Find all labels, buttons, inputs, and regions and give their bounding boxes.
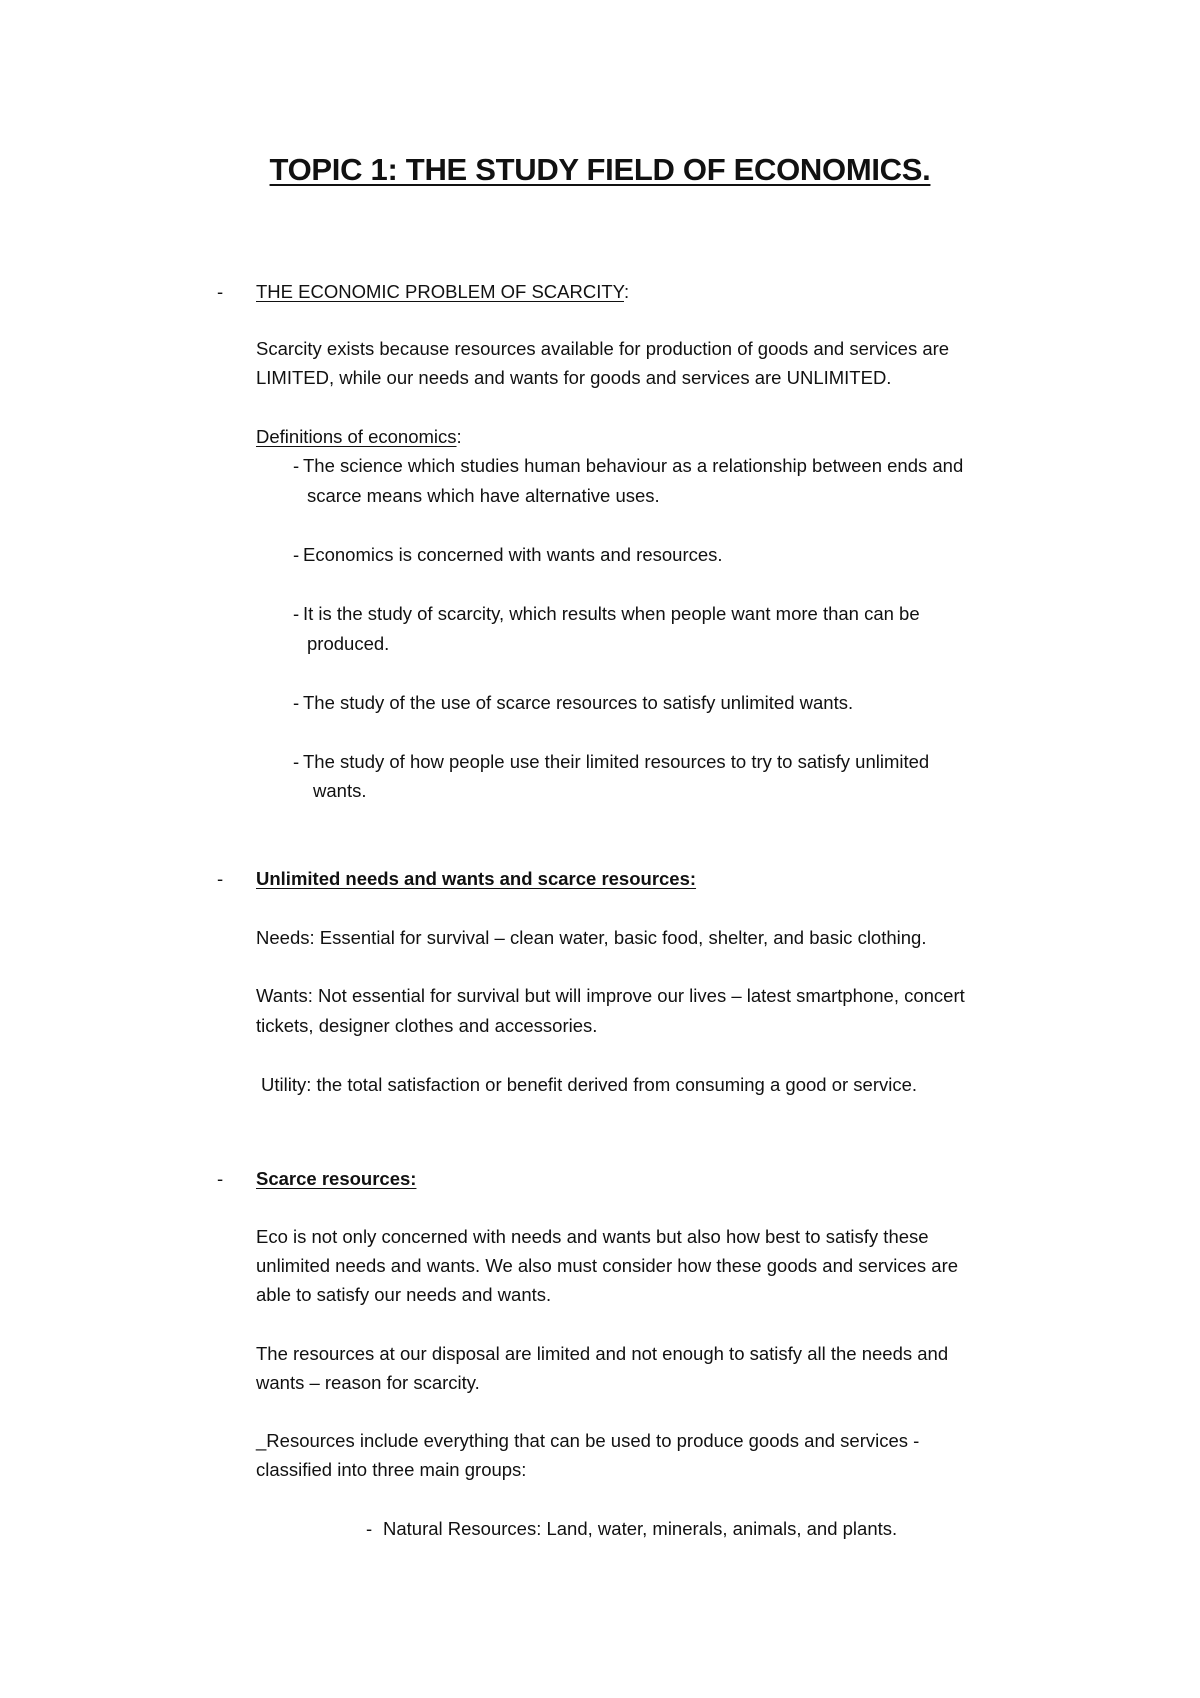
- section-heading-scarcity: [256, 280, 629, 304]
- paragraph-line: _Resources include everything that can be used to produce goods and services -: [256, 1430, 920, 1451]
- paragraph-line: able to satisfy our needs and wants.: [256, 1284, 552, 1305]
- bullet-dash: -: [217, 1168, 224, 1189]
- definition-item: The study of how people use their limited resources to try to satisfy unlimited: [303, 751, 930, 772]
- definition-dash: -: [293, 751, 300, 772]
- paragraph-line: classified into three main groups:: [256, 1459, 527, 1480]
- paragraph-line: wants – reason for scarcity.: [256, 1372, 480, 1393]
- definitions-label-text: Definitions of economics: [256, 426, 457, 447]
- definition-item: It is the study of scarcity, which results when people want more than can be: [303, 603, 920, 624]
- resource-group-dash: -: [366, 1518, 373, 1539]
- page-title: TOPIC 1: THE STUDY FIELD OF ECONOMICS.: [269, 152, 931, 187]
- definition-item-continued: produced.: [307, 633, 390, 654]
- definition-dash: -: [293, 603, 300, 624]
- definition-item-continued: wants.: [313, 780, 367, 801]
- needs-definition: Needs: Essential for survival – clean water, basic food, shelter, and basic clothing.: [256, 927, 927, 948]
- bullet-dash: -: [217, 281, 224, 302]
- wants-definition: Wants: Not essential for survival but will improve our lives – latest smartphone, concert: [256, 985, 965, 1006]
- paragraph-line: Scarcity exists because resources available for production of goods and services are: [256, 338, 950, 359]
- wants-definition-continued: tickets, designer clothes and accessories.: [256, 1015, 598, 1036]
- definition-dash: -: [293, 544, 300, 565]
- definition-item-continued: scarce means which have alternative uses.: [307, 485, 660, 506]
- paragraph-line: The resources at our disposal are limited and not enough to satisfy all the needs and: [256, 1343, 949, 1364]
- definitions-label: [256, 425, 462, 449]
- paragraph-line: unlimited needs and wants. We also must consider how these goods and services are: [256, 1255, 959, 1276]
- section-heading-needs-wants: Unlimited needs and wants and scarce resources:: [256, 868, 697, 889]
- definition-dash: -: [293, 455, 300, 476]
- bullet-dash: -: [217, 868, 224, 889]
- resource-group-item: Natural Resources: Land, water, minerals, animals, and plants.: [383, 1518, 898, 1539]
- definition-item: The science which studies human behaviour as a relationship between ends and: [303, 455, 964, 476]
- paragraph-line: LIMITED, while our needs and wants for goods and services are UNLIMITED.: [256, 367, 892, 388]
- definitions-label-colon: :: [456, 426, 462, 447]
- definition-item: Economics is concerned with wants and resources.: [303, 544, 723, 565]
- definition-item: The study of the use of scarce resources to satisfy unlimited wants.: [303, 692, 854, 713]
- definition-dash: -: [293, 692, 300, 713]
- paragraph-line: Eco is not only concerned with needs and wants but also how best to satisfy these: [256, 1226, 929, 1247]
- section-heading-colon: :: [624, 281, 630, 302]
- section-heading-text: THE ECONOMIC PROBLEM OF SCARCITY: [256, 281, 624, 302]
- utility-definition: Utility: the total satisfaction or benefit derived from consuming a good or service.: [261, 1074, 918, 1095]
- section-heading-scarce-resources: Scarce resources:: [256, 1168, 417, 1189]
